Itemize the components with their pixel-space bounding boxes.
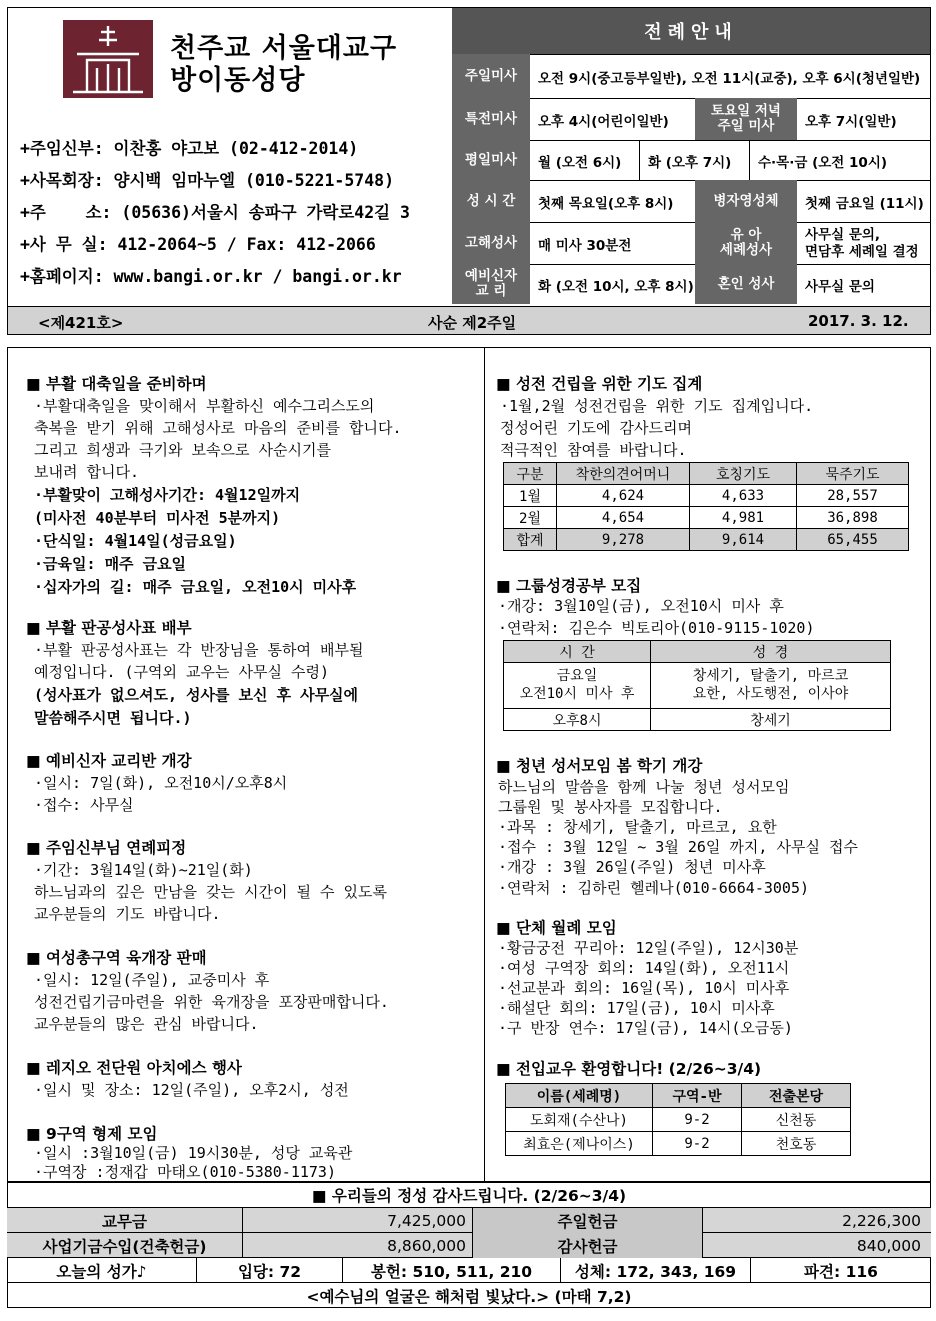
hymn-offertory: 봉헌: 510, 511, 210 bbox=[343, 1258, 561, 1283]
section-title: ■ 예비신자 교리반 개강 bbox=[26, 752, 192, 770]
table-cell: 28,557 bbox=[797, 485, 909, 507]
table-cell: 65,455 bbox=[797, 529, 909, 551]
text-line: ·부활 판공성사표는 각 반장님을 통하여 배부될 bbox=[34, 641, 364, 659]
text-line: 그룹원 및 봉사자를 모집합니다. bbox=[498, 798, 723, 816]
section-title: ■ 부활 대축일을 준비하며 bbox=[26, 375, 207, 393]
text-line: ·연락처 : 김하린 헬레나(010-6664-3005) bbox=[498, 879, 810, 897]
section-title: ■ 성전 건립을 위한 기도 집계 bbox=[496, 375, 703, 393]
text-line: 보내려 합니다. bbox=[34, 463, 140, 481]
text-line: ·일시 및 장소: 12일(주일), 오후2시, 성전 bbox=[34, 1081, 349, 1099]
liturgy-value: 첫째 목요일(오후 8시) bbox=[530, 180, 695, 222]
text-line: 하느님의 말씀을 함께 나눌 청년 성서모임 bbox=[498, 778, 790, 796]
text-line: ·선교분과 회의: 16일(목), 10시 미사후 bbox=[498, 979, 790, 997]
table-row bbox=[504, 709, 891, 731]
column-divider bbox=[484, 347, 485, 1182]
table-cell: 9,614 bbox=[690, 529, 797, 551]
section-title: ■ 주임신부님 연례피정 bbox=[26, 839, 187, 857]
prayer-tally-table bbox=[503, 462, 909, 551]
table-cell: 4,654 bbox=[557, 507, 690, 529]
text-line: ·구 반장 연수: 17일(금), 14시(오금동) bbox=[498, 1019, 793, 1037]
table-row bbox=[504, 507, 909, 529]
issue-bar bbox=[7, 306, 931, 335]
table-cell: 9-2 bbox=[653, 1108, 742, 1132]
liturgy-value: 사무실 문의, 면담후 세례일 결정 bbox=[797, 222, 930, 264]
hymn-label: 오늘의 성가♪ bbox=[7, 1258, 197, 1283]
section-title: ■ 여성총구역 육개장 판매 bbox=[26, 949, 207, 967]
liturgy-label: 성 시 간 bbox=[452, 180, 530, 222]
hymn-entrance: 입당: 72 bbox=[197, 1258, 343, 1283]
text-line: 적극적인 참여를 바랍니다. bbox=[500, 441, 687, 459]
parish-logo-icon bbox=[63, 20, 153, 98]
offering-label: 교무금 bbox=[7, 1208, 243, 1233]
liturgy-row-weekday bbox=[452, 140, 930, 180]
table-cell: 창세기, 탈출기, 마르코 요한, 사도행전, 이사야 bbox=[651, 663, 891, 709]
offering-amount: 2,226,300 bbox=[842, 1211, 921, 1230]
offering-amount: 840,000 bbox=[856, 1236, 921, 1255]
table-cell: 신천동 bbox=[742, 1108, 851, 1132]
liturgy-row-sunday bbox=[452, 54, 930, 98]
liturgy-label: 고해성사 bbox=[452, 222, 530, 264]
text-line: ·여성 구역장 회의: 14일(화), 오전11시 bbox=[498, 959, 790, 977]
liturgy-value: 수·목·금 (오전 10시) bbox=[750, 140, 930, 180]
table-header: 호칭기도 bbox=[690, 463, 797, 485]
table-cell: 2월 bbox=[504, 507, 557, 529]
liturgy-row-holy-hour bbox=[452, 180, 930, 222]
text-line: (미사전 40분부터 미사전 5분까지) bbox=[34, 509, 281, 527]
table-row-total bbox=[504, 529, 909, 551]
text-line: ·개강: 3월10일(금), 오전10시 미사 후 bbox=[498, 597, 784, 615]
table-row bbox=[504, 663, 891, 709]
table-cell: 천호동 bbox=[742, 1132, 851, 1156]
liturgical-week: 사순 제2주일 bbox=[428, 314, 517, 332]
offering-row-1 bbox=[7, 1208, 931, 1233]
liturgy-value: 사무실 문의 bbox=[797, 264, 930, 304]
table-row bbox=[506, 1108, 851, 1132]
liturgy-row-vigil bbox=[452, 98, 930, 140]
offering-amount: 8,860,000 bbox=[243, 1233, 473, 1258]
liturgy-row-confession bbox=[452, 222, 930, 264]
parish-name: 방이동성당 bbox=[170, 65, 306, 96]
liturgy-value: 화 (오전 10시, 오후 8시) bbox=[530, 264, 695, 304]
section-title: ■ 청년 성서모임 봄 학기 개강 bbox=[496, 757, 703, 775]
issue-number: <제421호> bbox=[38, 314, 124, 332]
text-line: ·연락처: 김은수 빅토리아(010-9115-1020) bbox=[498, 619, 815, 637]
table-row bbox=[504, 485, 909, 507]
text-line: 성전건립기금마련을 위한 육개장을 포장판매합니다. bbox=[34, 993, 389, 1011]
text-line: ·해설단 회의: 17일(금), 10시 미사후 bbox=[498, 999, 775, 1017]
table-cell: 금요일 오전10시 미사 후 bbox=[504, 663, 651, 709]
offering-label: 사업기금수입(건축헌금) bbox=[7, 1233, 243, 1258]
text-line: 교우분들의 많은 관심 바랍니다. bbox=[34, 1015, 259, 1033]
text-line: ·기간: 3월14일(화)~21일(화) bbox=[34, 861, 253, 879]
text-line: ·금육일: 매주 금요일 bbox=[34, 555, 187, 573]
table-cell: 1월 bbox=[504, 485, 557, 507]
issue-date: 2017. 3. 12. bbox=[808, 312, 909, 330]
liturgy-value: 매 미사 30분전 bbox=[530, 222, 695, 264]
liturgy-value: 화 (오후 7시) bbox=[640, 140, 750, 180]
parish-diocese: 천주교 서울대교구 bbox=[170, 33, 398, 64]
liturgy-label: 특전미사 bbox=[452, 98, 530, 140]
text-line: ·부활맞이 고해성사기간: 4월12일까지 bbox=[34, 486, 301, 504]
text-line: ·과목 : 창세기, 탈출기, 마르코, 요한 bbox=[498, 818, 777, 836]
text-line: 그리고 희생과 극기와 보속으로 사순시기를 bbox=[34, 441, 331, 459]
text-line: 축복을 받기 위해 고해성사로 마음의 준비를 합니다. bbox=[34, 419, 402, 437]
table-cell: 최효은(제나이스) bbox=[506, 1132, 653, 1156]
liturgy-label: 병자영성체 bbox=[695, 180, 797, 222]
offering-amount: 7,425,000 bbox=[243, 1208, 473, 1233]
text-line: ·1월,2월 성전건립을 위한 기도 집계입니다. bbox=[500, 397, 814, 415]
liturgy-row-catechism bbox=[452, 264, 930, 304]
table-cell: 합계 bbox=[504, 529, 557, 551]
text-line: ·일시: 7일(화), 오전10시/오후8시 bbox=[34, 774, 288, 792]
table-header: 이름(세례명) bbox=[506, 1084, 653, 1108]
bible-study-table bbox=[503, 640, 891, 731]
liturgy-label: 토요일 저녁 주일 미사 bbox=[695, 98, 797, 140]
section-title: ■ 부활 판공성사표 배부 bbox=[26, 619, 192, 637]
text-line: 말씀해주시면 됩니다.) bbox=[34, 709, 192, 727]
text-line: 예정입니다. (구역외 교우는 사무실 수령) bbox=[34, 663, 330, 681]
text-line: ·일시 :3월10일(금) 19시30분, 성당 교육관 bbox=[34, 1144, 353, 1162]
section-title: ■ 전입교우 환영합니다! (2/26~3/4) bbox=[496, 1060, 762, 1078]
thanks-title: ■ 우리들의 정성 감사드립니다. (2/26~3/4) bbox=[311, 1187, 627, 1205]
hymn-communion: 성체: 172, 343, 169 bbox=[561, 1258, 751, 1283]
offering-row-2 bbox=[7, 1233, 931, 1258]
liturgy-label: 예비신자 교 리 bbox=[452, 264, 530, 304]
liturgy-value: 오후 7시(일반) bbox=[797, 98, 930, 140]
info-office: +사 무 실: 412-2064~5 / Fax: 412-2066 bbox=[20, 235, 376, 254]
hymn-recessional: 파견: 116 bbox=[804, 1262, 878, 1281]
offering-label: 주일헌금 bbox=[473, 1208, 703, 1233]
liturgy-title: 전례안내 bbox=[452, 8, 930, 54]
verse-row bbox=[7, 1283, 931, 1308]
table-cell: 9,278 bbox=[557, 529, 690, 551]
table-cell: 4,633 bbox=[690, 485, 797, 507]
text-line: ·부활대축일을 맞이해서 부활하신 예수그리스도의 bbox=[34, 397, 375, 415]
text-line: ·황금궁전 꾸리아: 12일(주일), 12시30분 bbox=[498, 939, 799, 957]
table-header: 시 간 bbox=[504, 641, 651, 663]
section-title: ■ 그룹성경공부 모집 bbox=[496, 577, 642, 595]
table-cell: 9-2 bbox=[653, 1132, 742, 1156]
liturgy-label: 유 아 세례성사 bbox=[695, 222, 797, 264]
text-line: ·일시: 12일(주일), 교중미사 후 bbox=[34, 971, 270, 989]
text-line: 정성어린 기도에 감사드리며 bbox=[500, 419, 692, 437]
section-title: ■ 단체 월례 모임 bbox=[496, 919, 617, 937]
table-cell: 36,898 bbox=[797, 507, 909, 529]
liturgy-label: 주일미사 bbox=[452, 54, 530, 98]
offering-label: 감사헌금 bbox=[473, 1233, 703, 1258]
table-cell: 4,981 bbox=[690, 507, 797, 529]
welcome-table bbox=[505, 1083, 851, 1156]
table-header: 구역-반 bbox=[653, 1084, 742, 1108]
table-row bbox=[506, 1132, 851, 1156]
table-header: 묵주기도 bbox=[797, 463, 909, 485]
liturgy-value: 첫째 금요일 (11시) bbox=[797, 180, 930, 222]
text-line: (성사표가 없으셔도, 성사를 보신 후 사무실에 bbox=[34, 686, 359, 704]
info-council-president: +사목회장: 양시백 임마누엘 (010-5221-5748) bbox=[20, 171, 395, 190]
liturgy-label: 평일미사 bbox=[452, 140, 530, 180]
info-pastor: +주임신부: 이찬홍 야고보 (02-412-2014) bbox=[20, 139, 359, 158]
text-line: ·단식일: 4월14일(성금요일) bbox=[34, 532, 237, 550]
liturgy-value: 월 (오전 6시) bbox=[530, 140, 640, 180]
table-cell: 창세기 bbox=[651, 709, 891, 731]
table-cell: 도회재(수산나) bbox=[506, 1108, 653, 1132]
liturgy-label: 혼인 성사 bbox=[695, 264, 797, 304]
thanks-row bbox=[7, 1182, 931, 1208]
text-line: ·구역장 :정재갑 마태오(010-5380-1173) bbox=[34, 1163, 336, 1181]
text-line: 하느님과의 깊은 만남을 갖는 시간이 될 수 있도록 bbox=[34, 883, 388, 901]
table-cell: 오후8시 bbox=[504, 709, 651, 731]
liturgy-value: 오후 4시(어린이일반) bbox=[530, 98, 695, 140]
table-header: 구분 bbox=[504, 463, 557, 485]
table-header: 착한의견어머니 bbox=[557, 463, 690, 485]
text-line: ·접수 : 3월 12일 ~ 3월 26일 까지, 사무실 접수 bbox=[498, 838, 858, 856]
table-cell: 4,624 bbox=[557, 485, 690, 507]
bible-verse: <예수님의 얼굴은 해처럼 빛났다.> (마태 7,2) bbox=[306, 1287, 632, 1306]
text-line: ·개강 : 3월 26일(주일) 청년 미사후 bbox=[498, 858, 766, 876]
table-header: 전출본당 bbox=[742, 1084, 851, 1108]
text-line: 교우분들의 기도 바랍니다. bbox=[34, 905, 221, 923]
info-homepage[interactable]: +홈페이지: www.bangi.or.kr / bangi.or.kr bbox=[20, 267, 402, 286]
section-title: ■ 9구역 형제 모임 bbox=[26, 1125, 158, 1143]
info-address: +주 소: (05636)서울시 송파구 가락로42길 3 bbox=[20, 203, 410, 222]
section-title: ■ 레지오 전단원 아치에스 행사 bbox=[26, 1059, 242, 1077]
table-header: 성 경 bbox=[651, 641, 891, 663]
text-line: ·십자가의 길: 매주 금요일, 오전10시 미사후 bbox=[34, 578, 357, 596]
text-line: ·접수: 사무실 bbox=[34, 796, 134, 814]
hymn-row bbox=[7, 1258, 931, 1283]
liturgy-value: 오전 9시(중고등부일반), 오전 11시(교중), 오후 6시(청년일반) bbox=[530, 54, 930, 98]
